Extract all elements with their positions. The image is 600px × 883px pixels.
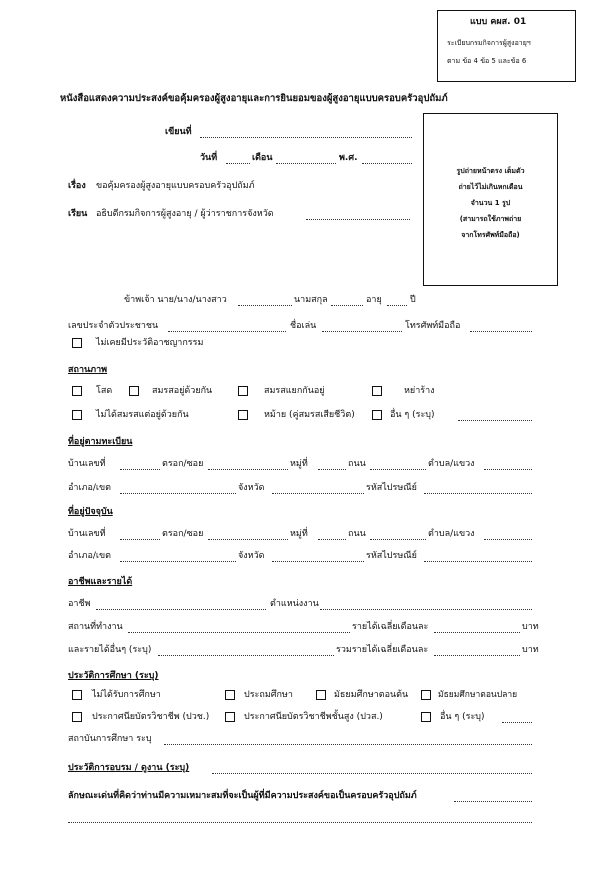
- total-income-field[interactable]: [434, 655, 520, 656]
- marital-married-checkbox[interactable]: [129, 386, 139, 396]
- surname-field[interactable]: [331, 305, 363, 306]
- date-field[interactable]: [226, 163, 250, 164]
- reg-road-label: ถนน: [348, 459, 366, 469]
- cur-postal-label: รหัสไปรษณีย์: [366, 551, 417, 561]
- reg-alley-field[interactable]: [208, 469, 288, 470]
- reg-house-label: บ้านเลขที่: [68, 459, 106, 469]
- edu-upper-secondary-label: มัธยมศึกษาตอนปลาย: [438, 690, 518, 700]
- workplace-label: สถานที่ทำงาน: [68, 622, 123, 632]
- applicant-name-label: ข้าพเจ้า นาย/นาง/นางสาว: [124, 295, 227, 305]
- reg-alley-label: ตรอก/ซอย: [162, 459, 204, 469]
- marital-cohabit-label: ไม่ได้สมรสแต่อยู่ด้วยกัน: [96, 410, 189, 420]
- no-criminal-label: ไม่เคยมีประวัติอาชญากรรม: [96, 338, 204, 348]
- written-at-label: เขียนที่: [165, 127, 192, 137]
- age-field[interactable]: [387, 305, 407, 306]
- photo-instruction-4: (สามารถใช้ภาพถ่าย: [459, 215, 522, 223]
- written-at-field[interactable]: [200, 137, 412, 138]
- institution-label: สถาบันการศึกษา ระบุ: [68, 734, 152, 744]
- reg-moo-label: หมู่ที่: [290, 459, 308, 469]
- reg-district-label: อำเภอ/เขต: [68, 483, 111, 493]
- year-label: พ.ศ.: [339, 153, 358, 163]
- to-text: อธิบดีกรมกิจการผู้สูงอายุ / ผู้ว่าราชการจังหวัด: [96, 209, 274, 219]
- cur-province-field[interactable]: [272, 561, 364, 562]
- education-heading: ประวัติการศึกษา (ระบุ): [68, 671, 159, 681]
- marital-other-checkbox[interactable]: [372, 410, 382, 420]
- photo-instruction-2: ถ่ายไว้ไม่เกินหกเดือน: [458, 183, 523, 191]
- marital-other-label: อื่น ๆ (ระบุ): [390, 410, 435, 420]
- other-income-field[interactable]: [158, 655, 334, 656]
- traits-field-2[interactable]: [68, 822, 532, 823]
- cur-moo-label: หมู่ที่: [290, 529, 308, 539]
- no-criminal-checkbox[interactable]: [72, 338, 82, 348]
- applicant-name-field[interactable]: [238, 305, 292, 306]
- traits-heading: ลักษณะเด่นที่คิดว่าท่านมีความเหมาะสมที่จะเป็นผู้ที่มีความประสงค์ขอเป็นครอบครัวอุปถัมภ์: [68, 791, 417, 801]
- traits-field-1[interactable]: [454, 801, 532, 802]
- cur-province-label: จังหวัด: [238, 551, 265, 561]
- edu-other-checkbox[interactable]: [421, 712, 431, 722]
- subject-text: ขอคุ้มครองผู้สูงอายุแบบครอบครัวอุปถัมภ์: [96, 181, 255, 191]
- marital-separated-label: สมรสแยกกันอยู่: [264, 386, 325, 396]
- reg-district-field[interactable]: [120, 493, 236, 494]
- year-field[interactable]: [362, 163, 412, 164]
- reg-address-heading: ที่อยู่ตามทะเบียน: [68, 437, 133, 447]
- cur-house-label: บ้านเลขที่: [68, 529, 106, 539]
- cur-postal-field[interactable]: [424, 561, 532, 562]
- surname-label: นามสกุล: [294, 295, 328, 305]
- form-regulation: ระเบียบกรมกิจการผู้สูงอายุฯ: [447, 39, 531, 47]
- reg-postal-label: รหัสไปรษณีย์: [366, 483, 417, 493]
- workplace-field[interactable]: [128, 632, 350, 633]
- edu-high-vocational-checkbox[interactable]: [225, 712, 235, 722]
- edu-high-vocational-label: ประกาศนียบัตรวิชาชีพชั้นสูง (ปวส.): [244, 712, 383, 722]
- edu-primary-checkbox[interactable]: [225, 690, 235, 700]
- photo-instruction-3: จำนวน 1 รูป: [470, 199, 511, 207]
- cur-moo-field[interactable]: [318, 539, 346, 540]
- reg-postal-field[interactable]: [424, 493, 532, 494]
- marital-divorced-checkbox[interactable]: [372, 386, 382, 396]
- reg-province-field[interactable]: [272, 493, 364, 494]
- reg-house-field[interactable]: [120, 469, 160, 470]
- marital-widowed-checkbox[interactable]: [238, 410, 248, 420]
- marital-other-field[interactable]: [458, 420, 532, 421]
- marital-married-label: สมรสอยู่ด้วยกัน: [152, 386, 213, 396]
- reg-moo-field[interactable]: [318, 469, 346, 470]
- page-title: หนังสือแสดงความประสงค์ขอคุ้มครองผู้สูงอายุและการยินยอมของผู้สูงอายุแบบครอบครัวอุปถัมภ์: [60, 93, 448, 104]
- edu-lower-secondary-label: มัธยมศึกษาตอนต้น: [334, 690, 409, 700]
- month-label: เดือน: [252, 153, 273, 163]
- edu-lower-secondary-checkbox[interactable]: [316, 690, 326, 700]
- years-label: ปี: [410, 295, 416, 305]
- cur-house-field[interactable]: [120, 539, 160, 540]
- baht-label-1: บาท: [522, 622, 539, 632]
- month-field[interactable]: [276, 163, 336, 164]
- nickname-field[interactable]: [322, 331, 402, 332]
- edu-vocational-label: ประกาศนียบัตรวิชาชีพ (ปวช.): [92, 712, 210, 722]
- avg-income-field[interactable]: [434, 632, 520, 633]
- reg-subdistrict-field[interactable]: [484, 469, 532, 470]
- subject-label: เรื่อง: [68, 181, 86, 191]
- form-clause: ตาม ข้อ 4 ข้อ 5 และข้อ 6: [447, 57, 527, 65]
- edu-vocational-checkbox[interactable]: [72, 712, 82, 722]
- occupation-heading: อาชีพและรายได้: [68, 577, 133, 587]
- marital-separated-checkbox[interactable]: [238, 386, 248, 396]
- phone-label: โทรศัพท์มือถือ: [405, 321, 461, 331]
- id-label: เลขประจำตัวประชาชน: [68, 321, 159, 331]
- institution-field[interactable]: [164, 744, 532, 745]
- marital-single-checkbox[interactable]: [72, 386, 82, 396]
- other-income-label: และรายได้อื่นๆ (ระบุ): [68, 645, 152, 655]
- marital-cohabit-checkbox[interactable]: [72, 410, 82, 420]
- baht-label-2: บาท: [522, 645, 539, 655]
- cur-alley-field[interactable]: [208, 539, 288, 540]
- edu-other-field[interactable]: [502, 722, 532, 723]
- reg-subdistrict-label: ตำบล/แขวง: [428, 459, 475, 469]
- job-field[interactable]: [96, 609, 266, 610]
- photo-instruction-5: จากโทรศัพท์มือถือ): [461, 231, 520, 239]
- marital-heading: สถานภาพ: [68, 365, 108, 375]
- position-label: ตำแหน่งงาน: [270, 599, 319, 609]
- cur-alley-label: ตรอก/ซอย: [162, 529, 204, 539]
- marital-widowed-label: หม้าย (คู่สมรสเสียชีวิต): [264, 410, 355, 420]
- training-heading: ประวัติการอบรม / ดูงาน (ระบุ): [68, 763, 190, 773]
- cur-district-label: อำเภอ/เขต: [68, 551, 111, 561]
- age-label: อายุ: [366, 295, 382, 305]
- total-income-label: รวมรายได้เฉลี่ยเดือนละ: [336, 645, 429, 655]
- reg-province-label: จังหวัด: [238, 483, 265, 493]
- marital-divorced-label: หย่าร้าง: [404, 386, 435, 396]
- training-field[interactable]: [212, 773, 532, 774]
- edu-upper-secondary-checkbox[interactable]: [421, 690, 431, 700]
- cur-road-label: ถนน: [348, 529, 366, 539]
- edu-primary-label: ประถมศึกษา: [244, 690, 293, 700]
- marital-single-label: โสด: [96, 386, 113, 396]
- avg-income-label: รายได้เฉลี่ยเดือนละ: [352, 622, 429, 632]
- cur-address-heading: ที่อยู่ปัจจุบัน: [68, 507, 113, 517]
- position-field[interactable]: [320, 609, 532, 610]
- cur-subdistrict-label: ตำบล/แขวง: [428, 529, 475, 539]
- edu-other-label: อื่น ๆ (ระบุ): [440, 712, 485, 722]
- province-to-field[interactable]: [306, 219, 410, 220]
- to-label: เรียน: [68, 209, 88, 219]
- edu-none-label: ไม่ได้รับการศึกษา: [92, 690, 161, 700]
- cur-subdistrict-field[interactable]: [484, 539, 532, 540]
- date-label: วันที่: [200, 153, 218, 163]
- job-label: อาชีพ: [68, 599, 91, 609]
- edu-none-checkbox[interactable]: [72, 690, 82, 700]
- reg-road-field[interactable]: [370, 469, 426, 470]
- phone-field[interactable]: [470, 331, 532, 332]
- form-code: แบบ คผส. 01: [470, 17, 527, 27]
- photo-instruction-1: รูปถ่ายหน้าตรง เต็มตัว: [456, 167, 525, 175]
- cur-road-field[interactable]: [370, 539, 426, 540]
- nickname-label: ชื่อเล่น: [290, 321, 317, 331]
- id-field[interactable]: [168, 331, 286, 332]
- cur-district-field[interactable]: [120, 561, 236, 562]
